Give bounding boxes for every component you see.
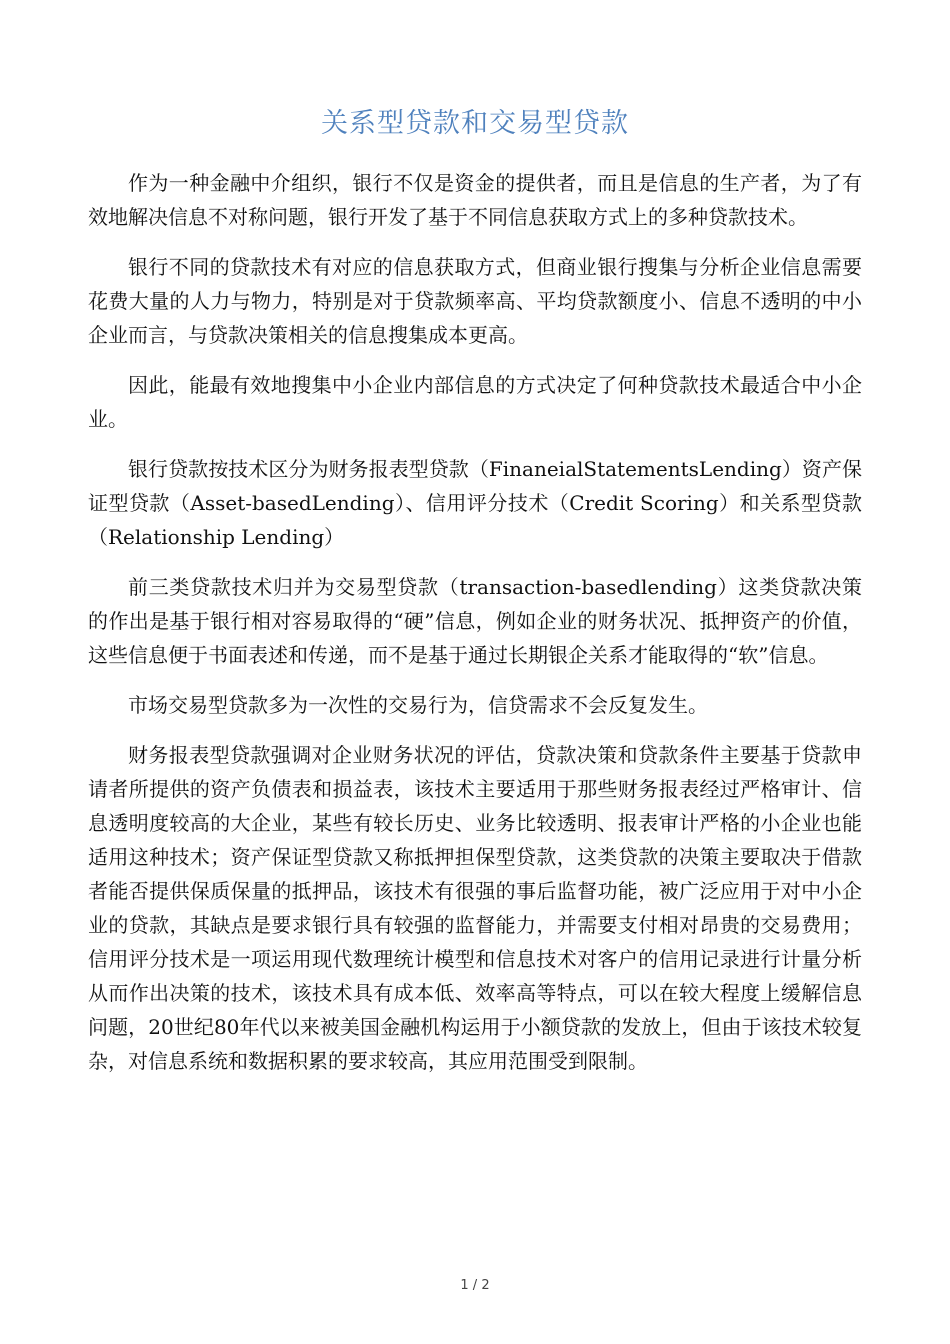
- paragraph-3: 因此，能最有效地搜集中小企业内部信息的方式决定了何种贷款技术最适合中小企业。: [88, 373, 862, 431]
- paragraph-2: 银行不同的贷款技术有对应的信息获取方式，但商业银行搜集与分析企业信息需要花费大量的人力与物力，特别是对于贷款频率高、平均贷款额度小、信息不透明的中小企业而言，与贷款决策相关的信息搜集成本更高。: [88, 255, 862, 347]
- page-number: 1 / 2: [460, 1278, 490, 1293]
- paragraph-1: 作为一种金融中介组织，银行不仅是资金的提供者，而且是信息的生产者，为了有效地解决信息不对称问题，银行开发了基于不同信息获取方式上的多种贷款技术。: [88, 171, 862, 229]
- paragraph-6: 市场交易型贷款多为一次性的交易行为，信贷需求不会反复发生。: [128, 693, 708, 717]
- paragraph-5: 前三类贷款技术归并为交易型贷款（transaction-basedlending）这类贷款决策的作出是基于银行相对容易取得的“硬”信息，例如企业的财务状况、抵押资产的价值，这些信息便于书面表述和传递，而不是基于通过长期银企关系才能取得的“软”信息。: [88, 575, 862, 667]
- document-title: 关系型贷款和交易型贷款: [321, 108, 629, 139]
- document-body: [88, 166, 862, 1094]
- paragraph-7: 财务报表型贷款强调对企业财务状况的评估，贷款决策和贷款条件主要基于贷款申请者所提供的资产负债表和损益表，该技术主要适用于那些财务报表经过严格审计、信息透明度较高的大企业，某些有较长历史、业务比较透明、报表审计严格的小企业也能适用这种技术；资产保证型贷款又称抵押担保型贷款，这类贷款的决策主要取决于借款者能否提供保质保量的抵押品，该技术有很强的事后监督功能，被广泛应用于对中小企业的贷款，其缺点是要求银行具有较强的监督能力，并需要支付相对昂贵的交易费用；信用评分技术是一项运用现代数理统计模型和信息技术对客户的信用记录进行计量分析从而作出决策的技术，该技术具有成本低、效率高等特点，可以在较大程度上缓解信息问题，20世纪80年代以来被美国金融机构运用于小额贷款的发放上，但由于该技术较复杂，对信息系统和数据积累的要求较高，其应用范围受到限制。: [88, 743, 862, 1073]
- paragraph-4: 银行贷款按技术区分为财务报表型贷款（FinaneialStatementsLending）资产保证型贷款（Asset-basedLending）、信用评分技术（Credit Scoring）和关系型贷款（Relationship Lending）: [88, 457, 862, 549]
